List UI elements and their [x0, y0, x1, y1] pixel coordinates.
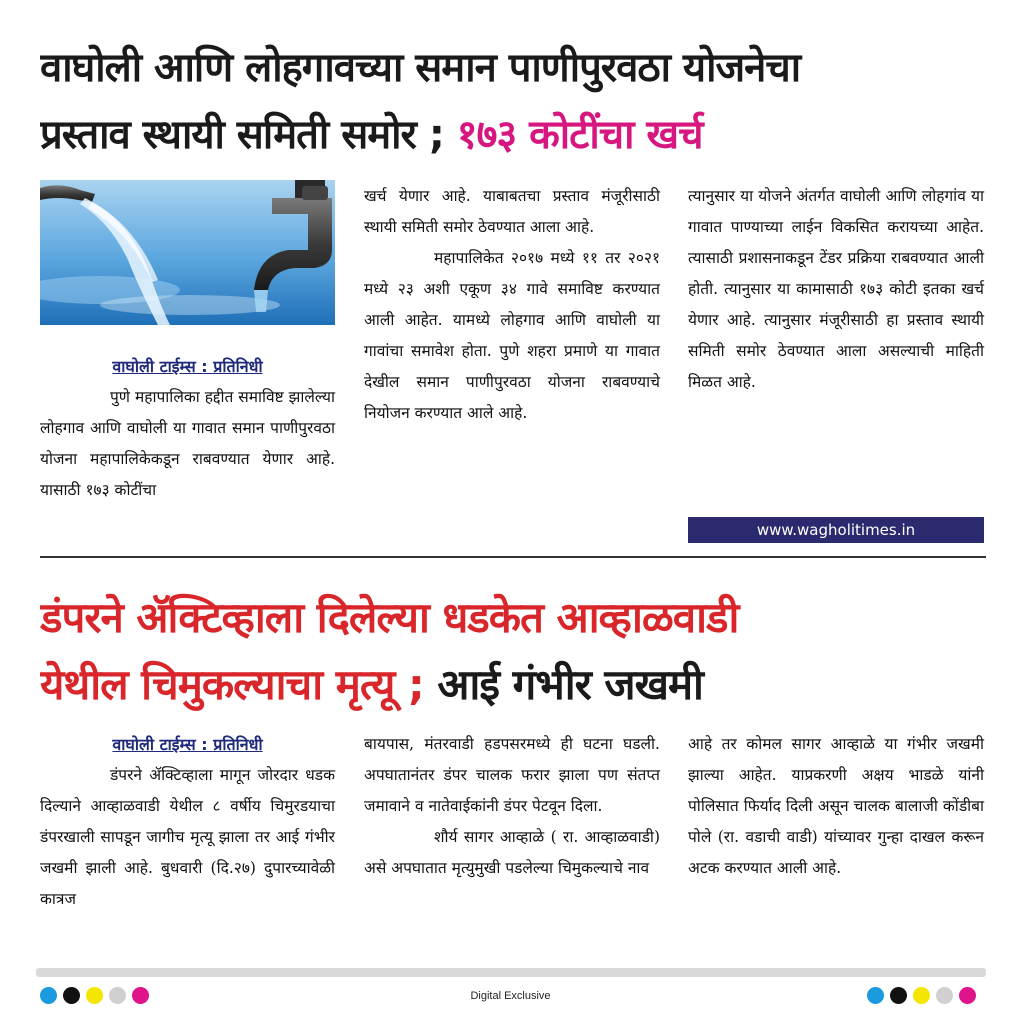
water-tap-icon: [40, 180, 335, 325]
story2-headline-line1: डंपरने ॲक्टिव्हाला दिलेल्या धडकेत आव्हाळवाडी: [40, 593, 739, 642]
story2-column-3: [688, 729, 984, 884]
registration-dot-cyan: [867, 987, 884, 1004]
story1-column-2: [364, 181, 660, 429]
story1-headline-line1: वाघोली आणि लोहगावच्या समान पाणीपुरवठा योजनेचा: [40, 45, 801, 91]
story2-headline-line2: [40, 655, 990, 712]
website-link[interactable]: www.wagholitimes.in: [688, 517, 984, 543]
registration-marks-right: [867, 987, 976, 1004]
story2-headline-dark-part: आई गंभीर जखमी: [437, 660, 703, 709]
story2-column-2: [364, 729, 660, 884]
story1-headline-dark-part: प्रस्ताव स्थायी समिती समोर ;: [40, 112, 444, 158]
story2-byline: वाघोली टाईम्स : प्रतिनिधी: [112, 735, 263, 754]
water-tap-photo: [40, 180, 335, 325]
registration-dot-gray: [936, 987, 953, 1004]
story2-col2-paragraph-1: बायपास, मंतरवाडी हडपसरमध्ये ही घटना घडली. अपघातानंतर डंपर चालक फरार झाला पण संतप्त जमावाने व नातेवाईकांनी डंपर पेटवून दिला.: [364, 735, 660, 815]
footer-bar: [36, 968, 986, 977]
story2-headline-red-part: येथील चिमुकल्याचा मृत्यू ;: [40, 660, 424, 709]
story2-column-1: [40, 729, 335, 915]
story1-headline-cost: १७३ कोटींचा खर्च: [456, 112, 703, 158]
story1-byline: वाघोली टाईम्स : प्रतिनिधी: [112, 357, 263, 376]
story1-column-1: [40, 351, 335, 506]
story1-column-3: [688, 181, 984, 398]
footer-label: Digital Exclusive: [470, 990, 551, 1002]
story2-col3-paragraph: आहे तर कोमल सागर आव्हाळे या गंभीर जखमी झाल्या आहेत. याप्रकरणी अक्षय भाडळे यांनी पोलिसात फिर्याद दिली असून चालक बालाजी कोंडीबा पोले (रा. वडाची वाडी) यांच्यावर गुन्हा दाखल करून अटक करण्यात आली आहे.: [688, 735, 984, 877]
story1-headline-line2: [40, 105, 990, 160]
story2-col1-paragraph: डंपरने ॲक्टिव्हाला मागून जोरदार धडक दिल्याने आव्हाळवाडी येथील ८ वर्षीय चिमुरडयाचा डंपरखाली सापडून जागीच मृत्यू झाला तर आई गंभीर जखमी झाली आहे. बुधवारी (दि.२७) दुपारच्यावेळी कात्रज: [40, 766, 335, 908]
story-divider: [40, 556, 986, 558]
registration-dot-yellow: [913, 987, 930, 1004]
registration-dot-black: [890, 987, 907, 1004]
registration-dot-magenta: [959, 987, 976, 1004]
story1-col1-paragraph: पुणे महापालिका हद्दीत समाविष्ट झालेल्या लोहगाव आणि वाघोली या गावात समान पाणीपुरवठा योजना महापालिकेकडून राबवण्यात येणार आहे. यासाठी १७३ कोटींचा: [40, 388, 335, 499]
story1-col2-paragraph-1: खर्च येणार आहे. याबाबतचा प्रस्ताव मंजूरीसाठी स्थायी समिती समोर ठेवण्यात आला आहे.: [364, 187, 660, 236]
story1-col3-paragraph: त्यानुसार या योजने अंतर्गत वाघोली आणि लोहगांव या गावात पाण्याच्या लाईन विकसित करायच्या आहेत. त्यासाठी प्रशासनाकडून टेंडर प्रक्रिया राबवण्यात आली होती. त्यानुसार या कामासाठी १७३ कोटी इतका खर्च येणार आहे. त्यानुसार मंजूरीसाठी हा प्रस्ताव स्थायी समिती समोर ठेवण्यात आला असल्याची माहिती मिळत आहे.: [688, 187, 984, 391]
story2-col2-paragraph-2: शौर्य सागर आव्हाळे ( रा. आव्हाळवाडी) असे अपघातात मृत्युमुखी पडलेल्या चिमुकल्याचे नाव: [364, 828, 660, 877]
story1-col2-paragraph-2: महापालिकेत २०१७ मध्ये ११ तर २०२१ मध्ये २३ अशी एकूण ३४ गावे समाविष्ट करण्यात आली आहेत. यामध्ये लोहगाव आणि वाघोली या गावांचा समावेश होता. पुणे शहरा प्रमाणे या गावात देखील समान पाणीपुरवठा योजना राबवण्याचे नियोजन करण्यात आले आहे.: [364, 249, 660, 422]
